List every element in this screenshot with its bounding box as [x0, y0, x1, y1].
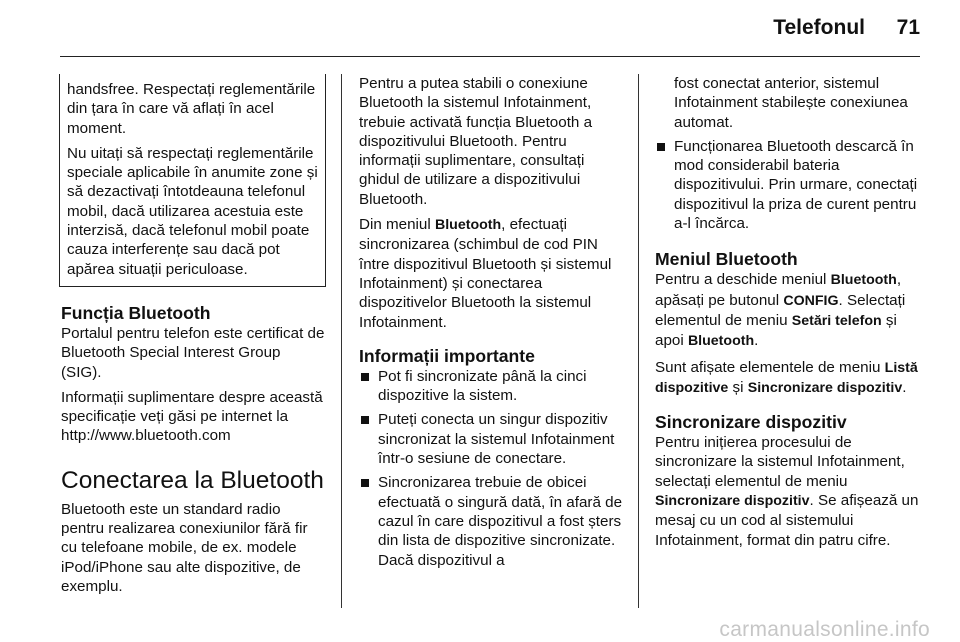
paragraph: Bluetooth este un standard radio pentru realizarea conexiunilor fără fir cu telefoane mobile, de ex. modele iPod/iPhone sau alte dispozitive, de exemplu. [61, 500, 308, 595]
bullet-square-icon [361, 416, 369, 424]
paragraph: Informații suplimentare despre această specificație veți găsi pe internet la http://www.bluetooth.com [61, 388, 323, 445]
header-divider [60, 56, 920, 57]
note-paragraph: Nu uitați să respectați reglementările speciale aplicabile în anumite zone și să dezactivați întotdeauna telefonul mobil, dacă utilizarea acestuia este interzisă, dacă telefonul mobil poate cauza interferențe sau dacă pot apărea situații periculoase. [67, 144, 318, 278]
list-item: Puteți conecta un singur dispozitiv sincronizat la sistemul Infotainment într-o sesiune de conectare. [359, 410, 627, 468]
bullet-list [655, 137, 925, 233]
menu-keyword: Bluetooth [434, 217, 502, 234]
section-heading-bluetooth-menu: Meniul Bluetooth [655, 249, 798, 270]
page-number: 71 [896, 16, 920, 39]
menu-keyword: Listă dispozitive [655, 359, 918, 396]
column-3 [655, 74, 925, 556]
section-heading-important-info: Informații importante [359, 345, 535, 366]
list-item: Sincronizarea trebuie de obicei efectuată o singură dată, în afară de cazul în care dispozitivul a fost șters din lista de dispozitive sincronizate. Dacă dispozitivul a [359, 473, 627, 569]
paragraph: Portalul pentru telefon este certificat de Bluetooth Special Interest Group (SIG). [61, 324, 325, 381]
section-heading-bluetooth-function: Funcția Bluetooth [61, 302, 211, 323]
paragraph: Sunt afișate elementele de meniu Listă dispozitive și Sincronizare dispozitiv. [655, 358, 918, 396]
list-item: Funcționarea Bluetooth descarcă în mod considerabil bateria dispozitivului. Prin urmare, conectați dispozitivul la priza de curent pentru a-l încărca. [655, 137, 925, 233]
list-item: Pot fi sincronizate până la cinci dispozitive la sistem. [359, 367, 627, 406]
watermark: carmanualsonline.info [719, 618, 930, 641]
button-keyword: CONFIG [783, 292, 839, 309]
paragraph: Pentru a putea stabili o conexiune Bluetooth la sistemul Infotainment, trebuie activată funcția Bluetooth a dispozitivului Bluetooth. Pentru informații suplimentare, consultați ghidul de utilizare a dispozitivului Bluetooth. [359, 75, 593, 208]
column-divider [638, 74, 639, 608]
bullet-square-icon [361, 479, 369, 487]
note-paragraph: handsfree. Respectați reglementările din țara în care vă aflați în acel moment. [67, 81, 316, 137]
column-divider [341, 74, 342, 608]
page-header [0, 0, 960, 60]
bullet-square-icon [361, 373, 369, 381]
chapter-heading-bluetooth-connection: Conectarea la Bluetooth [61, 466, 324, 494]
paragraph: Pentru inițierea procesului de sincronizare la sistemul Infotainment, selectați elementul de meniu Sincronizare dispozitiv. Se afișează un mesaj cu un cod al sistemului Infotainment, format din patru cifre. [655, 434, 919, 549]
bullet-list [359, 367, 627, 570]
section-heading-device-pairing: Sincronizare dispozitiv [655, 412, 847, 433]
column-1 [61, 74, 325, 602]
menu-keyword: Sincronizare dispozitiv [747, 379, 903, 396]
paragraph: Din meniul Bluetooth, efectuați sincronizarea (schimbul de cod PIN între dispozitivul Bluetooth și sistemul Infotainment) și conectarea dispozitivelor Bluetooth la sistemul Infotainment. [359, 216, 612, 331]
note-box [59, 74, 326, 287]
paragraph: Pentru a deschide meniul Bluetooth, apăsați pe butonul CONFIG. Selectați elementul de meniu Setări telefon și apoi Bluetooth. [655, 271, 906, 350]
column-2 [359, 74, 627, 575]
menu-keyword: Bluetooth [687, 333, 755, 350]
list-item-continuation: fost conectat anterior, sistemul Infotainment stabilește conexiunea automat. [674, 75, 908, 131]
menu-keyword: Bluetooth [830, 272, 897, 289]
menu-keyword: Sincronizare dispozitiv [655, 493, 810, 510]
chapter-title: Telefonul [773, 16, 865, 39]
bullet-square-icon [657, 143, 665, 151]
menu-keyword: Setări telefon [791, 312, 882, 329]
